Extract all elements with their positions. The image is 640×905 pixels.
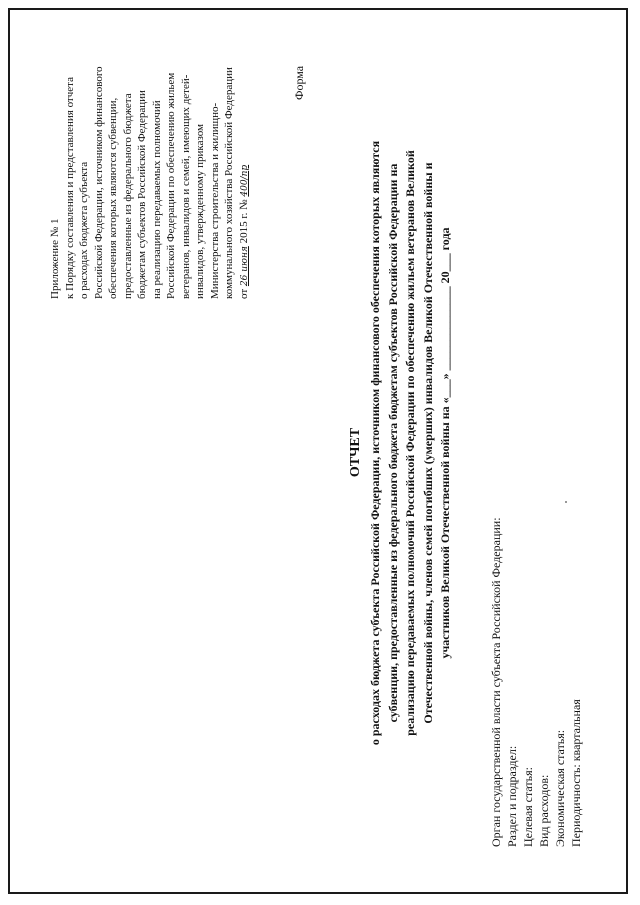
date-prefix: от bbox=[237, 288, 250, 299]
appendix-line: инвалидов, утвержденному приказом bbox=[194, 123, 206, 299]
appendix-line: Российской Федерации по обеспечению жильем bbox=[165, 72, 177, 299]
appendix-line: Приложение № 1 bbox=[49, 218, 61, 299]
report-subject-line: реализацию передаваемых полномочий Российской Федерации по обеспечению жильем ветеранов Великой bbox=[403, 150, 417, 736]
report-subject-line: участников Великой Отечественной войны на «___» ______________ 20___ года bbox=[438, 227, 452, 659]
handwritten-number: 400/пр bbox=[239, 164, 250, 197]
appendix-line: Российской Федерации, источником финансового bbox=[92, 66, 105, 299]
report-subject bbox=[367, 39, 455, 847]
report-title: ОТЧЕТ bbox=[348, 427, 363, 478]
appendix-line: бюджетам субъектов Российской Федерации bbox=[136, 90, 148, 299]
appendix-block bbox=[48, 37, 252, 299]
report-subject-line: о расходах бюджета субъекта Российской Федерации, источником финансового обеспечения которых являются bbox=[368, 140, 382, 746]
meta-line: Вид расходов: bbox=[537, 774, 551, 847]
report-subject-line: субвенции, предоставленные из федерального бюджета бюджетам субъектов Российской Федерации на bbox=[385, 163, 400, 723]
appendix-line: Министерства строительства и жилищно- bbox=[208, 102, 221, 299]
appendix-line: ветеранов, инвалидов и семей, имеющих детей- bbox=[179, 74, 192, 299]
meta-line: Целевая статья: bbox=[521, 767, 535, 847]
meta-line: Орган государственной власти субъекта Российской Федерации: bbox=[489, 517, 503, 847]
appendix-line: к Порядку составления и представления отчета bbox=[63, 77, 76, 299]
appendix-date-line bbox=[237, 37, 253, 299]
appendix-line: предоставленные из федерального бюджета bbox=[121, 93, 134, 299]
appendix-line: на реализацию передаваемых полномочий bbox=[150, 100, 163, 299]
report-subject-line: Отечественной войны, членов семей погибших (умерших) инвалидов Великой Отечественной войны и bbox=[420, 162, 435, 724]
meta-line: Периодичность: квартальная bbox=[569, 699, 583, 847]
meta-line: Экономическая статья: bbox=[553, 729, 567, 847]
handwritten-date: 26 июня bbox=[239, 246, 250, 287]
appendix-line: о расходах бюджета субъекта bbox=[78, 161, 90, 299]
appendix-line: коммунального хозяйства Российской Федерации bbox=[223, 67, 235, 299]
meta-line: Раздел и подраздел: bbox=[505, 745, 519, 847]
date-year: 2015 г. № bbox=[237, 199, 250, 244]
appendix-line: обеспечения которых являются субвенции, bbox=[107, 97, 119, 299]
form-label: Форма bbox=[292, 65, 306, 100]
scan-speck bbox=[565, 501, 567, 503]
report-meta bbox=[488, 517, 584, 847]
